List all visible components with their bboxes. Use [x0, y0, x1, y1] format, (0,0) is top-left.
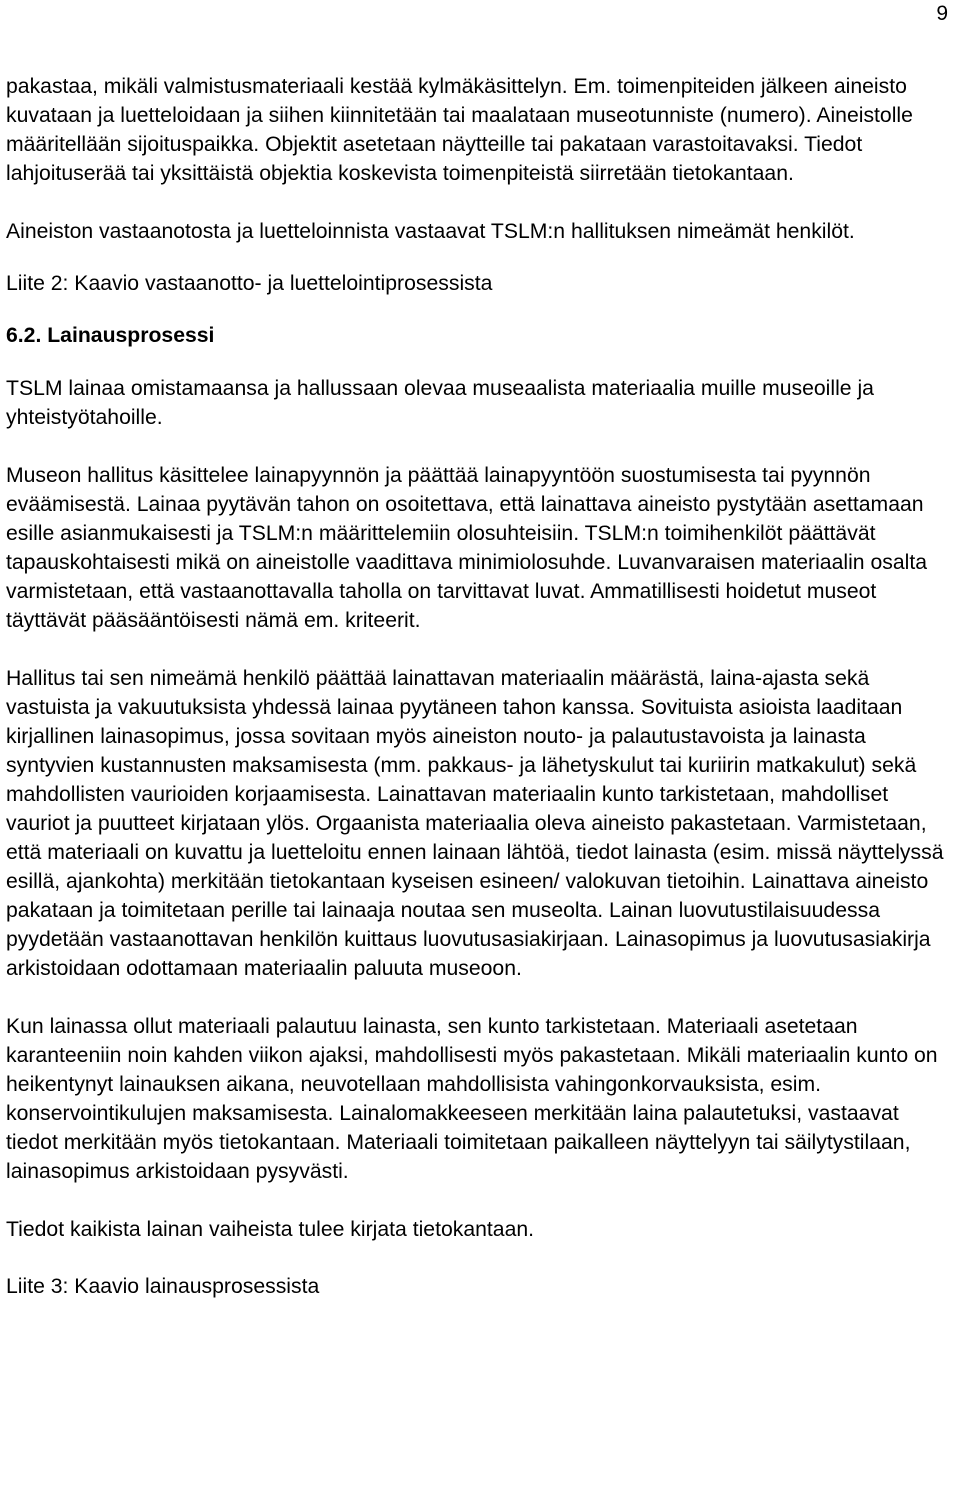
paragraph-responsible-persons: Aineiston vastaanotosta ja luetteloinnista vastaavat TSLM:n hallituksen nimeämät henkilöt. — [6, 220, 855, 243]
appendix-reference-2: Liite 2: Kaavio vastaanotto- ja luettelointiprosessista — [6, 272, 493, 295]
paragraph-record-stages: Tiedot kaikista lainan vaiheista tulee kirjata tietokantaan. — [6, 1218, 535, 1241]
paragraph-loan-intro: TSLM lainaa omistamaansa ja hallussaan olevaa museaalista materiaalia muille museoille ja yhteistyötahoille. — [6, 377, 874, 429]
paragraph-storage-cataloguing: pakastaa, mikäli valmistusmateriaali kestää kylmäkäsittelyn. Em. toimenpiteiden jälkeen aineisto kuvataan ja luetteloidaan ja siihen kiinnitetään tai maalataan museotunniste (numero). Aineistolle määritellään sijoituspaikka. Objektit asetetaan näytteille tai pakataan varastoitavaksi. Tiedot lahjoituserää tai yksittäistä objektia koskevista toimenpiteistä siirretään tietokantaan. — [6, 75, 913, 185]
page-number: 9 — [936, 2, 948, 25]
paragraph-loan-agreement: Hallitus tai sen nimeämä henkilö päättää lainattavan materiaalin määrästä, laina-ajasta sekä vastuista ja vakuutuksista yhdessä lainaa pyytäneen tahon kanssa. Sovituista asioista laaditaan kirjallinen lainasopimus, jossa sovitaan myös aineiston nouto- ja palautustavoista ja lainasta syntyvien kustannusten maksamisesta (mm. pakkaus- ja lähetyskulut tai kuriirin matkakulut) sekä mahdollisten vaurioiden korjaamisesta. Lainattavan materiaalin kunto tarkistetaan, mahdolliset vauriot ja puutteet kirjataan ylös. Orgaanista materiaalia oleva aineisto pakastetaan. Varmistetaan, että materiaali on kuvattu ja luetteloitu ennen lainaan lähtöä, tiedot lainasta (esim. missä näyttelyssä esillä, ajankohta) merkitään tietokantaan kyseisen esineen/ valokuvan tietoihin. Lainattava aineisto pakataan ja toimitetaan perille tai lainaaja noutaa sen museolta. Lainan luovutustilaisuudessa pyydetään vastaanottavan henkilön kuittaus luovutusasiakirjaan. Lainasopimus ja luovutusasiakirja arkistoidaan odottamaan materiaalin paluuta museoon. — [6, 667, 944, 980]
paragraph-loan-return: Kun lainassa ollut materiaali palautuu lainasta, sen kunto tarkistetaan. Materiaali asetetaan karanteeniin noin kahden viikon ajaksi, mahdollisesti myös pakastetaan. Mikäli materiaalin kunto on heikentynyt lainauksen aikana, neuvotellaan mahdollisista vahingonkorvauksista, esim. konservointikulujen maksamisesta. Lainalomakkeeseen merkitään laina palautetuksi, vastaavat tiedot merkitään myös tietokantaan. Materiaali toimitetaan paikalleen näyttelyyn tai säilytystilaan, lainasopimus arkistoidaan pysyvästi. — [6, 1015, 938, 1183]
appendix-reference-3: Liite 3: Kaavio lainausprosessista — [6, 1275, 320, 1298]
document-body — [6, 72, 951, 1301]
paragraph-board-decision: Museon hallitus käsittelee lainapyynnön ja päättää lainapyyntöön suostumisesta tai pyynnön eväämisestä. Lainaa pyytävän tahon on osoitettava, että lainattava aineisto pystytään asettamaan esille asianmukaisesti ja TSLM:n määrittelemiin olosuhteisiin. TSLM:n toimihenkilöt päättävät tapauskohtaisesti mikä on aineistolle vaadittava minimiolosuhde. Luvanvaraisen materiaalin osalta varmistetaan, että vastaanottavalla taholla on tarvittavat luvat. Ammatillisesti hoidetut museot täyttävät pääsääntöisesti nämä em. kriteerit. — [6, 464, 927, 632]
section-heading-6-2: 6.2. Lainausprosessi — [6, 324, 215, 347]
